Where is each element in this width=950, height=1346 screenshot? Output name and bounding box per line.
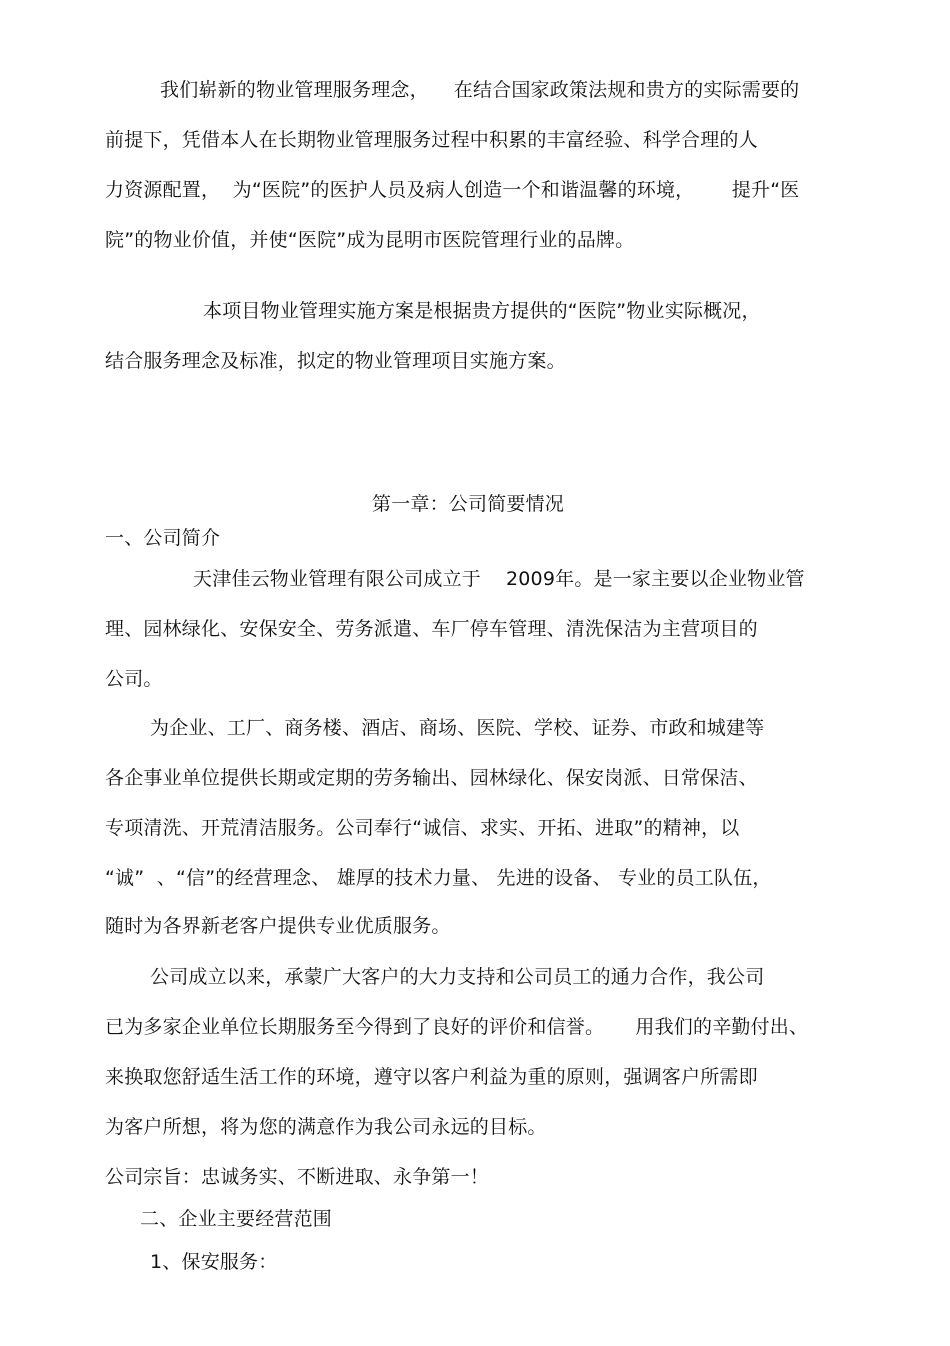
company-tenet: 公司宗旨：忠诚务实、不断进取、永争第一！ xyxy=(105,1166,490,1188)
section-1-p3-line-2: 已为多家企业单位长期服务至今得到了良好的评价和信誉。 用我们的辛勤付出、 xyxy=(105,1016,809,1038)
section-2-heading: 二、企业主要经营范围 xyxy=(140,1208,333,1230)
section-2-item-1: 1、保安服务： xyxy=(150,1251,278,1273)
section-1-p3-line-4: 为客户所想，将为您的满意作为我公司永远的目标。 xyxy=(105,1116,547,1138)
section-1-p1-line-3: 公司。 xyxy=(105,668,163,690)
section-1-p1-line-1: 天津佳云物业管理有限公司成立于 2009年。是一家主要以企业物业管 xyxy=(193,568,805,590)
section-1-heading: 一、公司简介 xyxy=(105,527,221,549)
section-1-p1-line-2: 理、园林绿化、安保安全、劳务派遣、车厂停车管理、清洗保洁为主营项目的 xyxy=(105,618,758,640)
intro-p1-line-4: 院”的物业价值，并使“医院”成为昆明市医院管理行业的品牌。 xyxy=(105,229,635,251)
section-1-p2-line-2: 各企事业单位提供长期或定期的劳务输出、园林绿化、保安岗派、日常保洁、 xyxy=(105,767,758,789)
section-1-p2-line-5: 随时为各界新老客户提供专业优质服务。 xyxy=(105,915,451,937)
section-1-p2-line-3: 专项清洗、开荒清洁服务。公司奉行“诚信、求实、开拓、进取”的精神，以 xyxy=(105,817,740,839)
intro-p1-line-2: 前提下，凭借本人在长期物业管理服务过程中积累的丰富经验、科学合理的人 xyxy=(105,129,758,151)
chapter-title: 第一章：公司简要情况 xyxy=(372,493,565,515)
section-1-p3-line-3: 来换取您舒适生活工作的环境，遵守以客户利益为重的原则，强调客户所需即 xyxy=(105,1066,758,1088)
section-1-p2-line-1: 为企业、工厂、商务楼、酒店、商场、医院、学校、证券、市政和城建等 xyxy=(150,717,765,739)
section-1-p3-line-1: 公司成立以来，承蒙广大客户的大力支持和公司员工的通力合作，我公司 xyxy=(150,966,765,988)
section-1-p2-line-4: “诚” 、“信”的经营理念、 雄厚的技术力量、 先进的设备、 专业的员工队伍， xyxy=(105,867,772,889)
intro-p2-line-2: 结合服务理念及标准，拟定的物业管理项目实施方案。 xyxy=(105,350,566,372)
intro-p1-line-1: 我们崭新的物业管理服务理念， 在结合国家政策法规和贵方的实际需要的 xyxy=(160,79,800,101)
intro-p2-line-1: 本项目物业管理实施方案是根据贵方提供的“医院”物业实际概况， xyxy=(203,300,761,322)
intro-p1-line-3: 力资源配置， 为“医院”的医护人员及病人创造一个和谐温馨的环境， 提升“医 xyxy=(105,179,800,201)
